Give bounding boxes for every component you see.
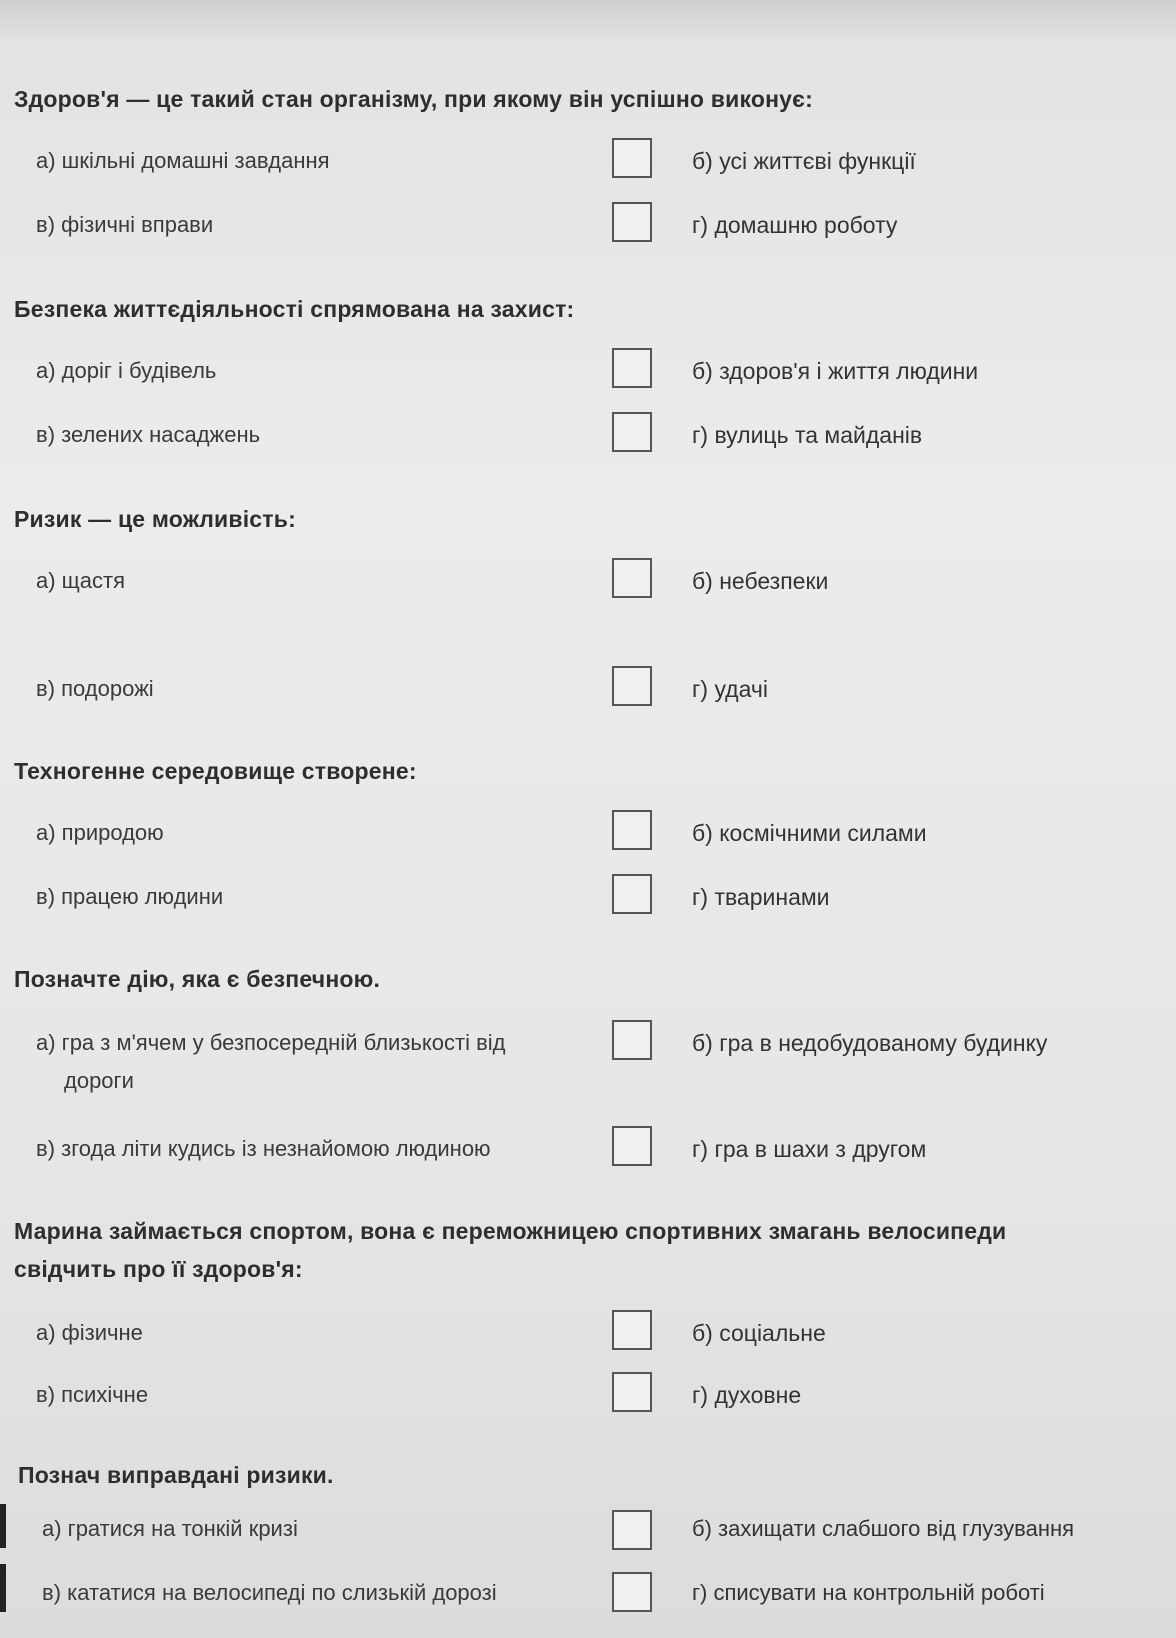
- question-5-checkbox-v[interactable]: [612, 1126, 652, 1166]
- question-4-checkbox-a[interactable]: [612, 810, 652, 850]
- question-3-text: Ризик — це можливість:: [14, 506, 296, 532]
- question-7-text: Познач виправдані ризики.: [18, 1462, 334, 1488]
- question-4-option-b: б) космічними силами: [692, 820, 927, 846]
- question-4-text: Техногенне середовище створене:: [14, 758, 417, 784]
- top-shadow-band: [0, 0, 1176, 40]
- left-edge-mark-2: [0, 1564, 6, 1612]
- question-5-option-g: г) гра в шахи з другом: [692, 1136, 927, 1162]
- question-5-checkbox-a[interactable]: [612, 1020, 652, 1060]
- question-5-option-v: в) згода літи кудись із незнайомою людиною: [36, 1136, 491, 1161]
- question-4-option-g: г) тваринами: [692, 884, 830, 910]
- question-7-option-g: г) списувати на контрольній роботі: [692, 1580, 1045, 1605]
- question-3-checkbox-v[interactable]: [612, 666, 652, 706]
- question-1-option-g: г) домашню роботу: [692, 212, 898, 238]
- question-7-option-b: б) захищати слабшого від глузування: [692, 1516, 1075, 1541]
- question-3-checkbox-a[interactable]: [612, 558, 652, 598]
- question-6-option-v: в) психічне: [36, 1382, 149, 1407]
- question-7-checkbox-a[interactable]: [612, 1510, 652, 1550]
- question-2-checkbox-v[interactable]: [612, 412, 652, 452]
- question-2-option-a: а) доріг і будівель: [36, 358, 217, 383]
- question-6-option-g: г) духовне: [692, 1382, 802, 1408]
- question-1-option-v: в) фізичні вправи: [36, 212, 214, 237]
- question-4-option-a: а) природою: [36, 820, 164, 845]
- question-6-option-a: а) фізичне: [36, 1320, 143, 1345]
- question-3-option-g: г) удачі: [692, 676, 768, 702]
- question-2-option-g: г) вулиць та майданів: [692, 422, 923, 448]
- question-6-text: Марина займається спортом, вона є переможницею спортивних змагань велосипеди: [14, 1218, 1007, 1244]
- question-7-checkbox-v[interactable]: [612, 1572, 652, 1612]
- question-2-option-b: б) здоров'я і життя людини: [692, 358, 979, 384]
- question-1-checkbox-v[interactable]: [612, 202, 652, 242]
- question-5-option-a: а) гра з м'ячем у безпосередній близькості від: [36, 1030, 506, 1055]
- question-6-text-continued: свідчить про її здоров'я:: [14, 1256, 303, 1282]
- question-3-option-v: в) подорожі: [36, 676, 154, 701]
- question-5-text: Позначте дію, яка є безпечною.: [14, 966, 381, 992]
- question-1-text: Здоров'я — це такий стан організму, при якому він успішно виконує:: [14, 86, 813, 112]
- question-3-option-a: а) щастя: [36, 568, 125, 593]
- question-4-checkbox-v[interactable]: [612, 874, 652, 914]
- question-2-option-v: в) зелених насаджень: [36, 422, 261, 447]
- question-6-option-b: б) соціальне: [692, 1320, 826, 1346]
- question-7-option-v: в) кататися на велосипеді по слизькій дорозі: [42, 1580, 497, 1605]
- question-6-checkbox-v[interactable]: [612, 1372, 652, 1412]
- question-2-checkbox-a[interactable]: [612, 348, 652, 388]
- question-1-option-a: а) шкільні домашні завдання: [36, 148, 330, 173]
- question-5-option-a-continued: дороги: [64, 1068, 134, 1093]
- question-1-checkbox-a[interactable]: [612, 138, 652, 178]
- question-2-text: Безпека життєдіяльності спрямована на захист:: [14, 296, 575, 322]
- question-4-option-v: в) працею людини: [36, 884, 224, 909]
- left-edge-mark: [0, 1504, 6, 1548]
- question-7-option-a: а) гратися на тонкій кризі: [42, 1516, 298, 1541]
- question-3-option-b: б) небезпеки: [692, 568, 829, 594]
- question-5-option-b: б) гра в недобудованому будинку: [692, 1030, 1048, 1056]
- question-1-option-b: б) усі життєві функції: [692, 148, 916, 174]
- question-6-checkbox-a[interactable]: [612, 1310, 652, 1350]
